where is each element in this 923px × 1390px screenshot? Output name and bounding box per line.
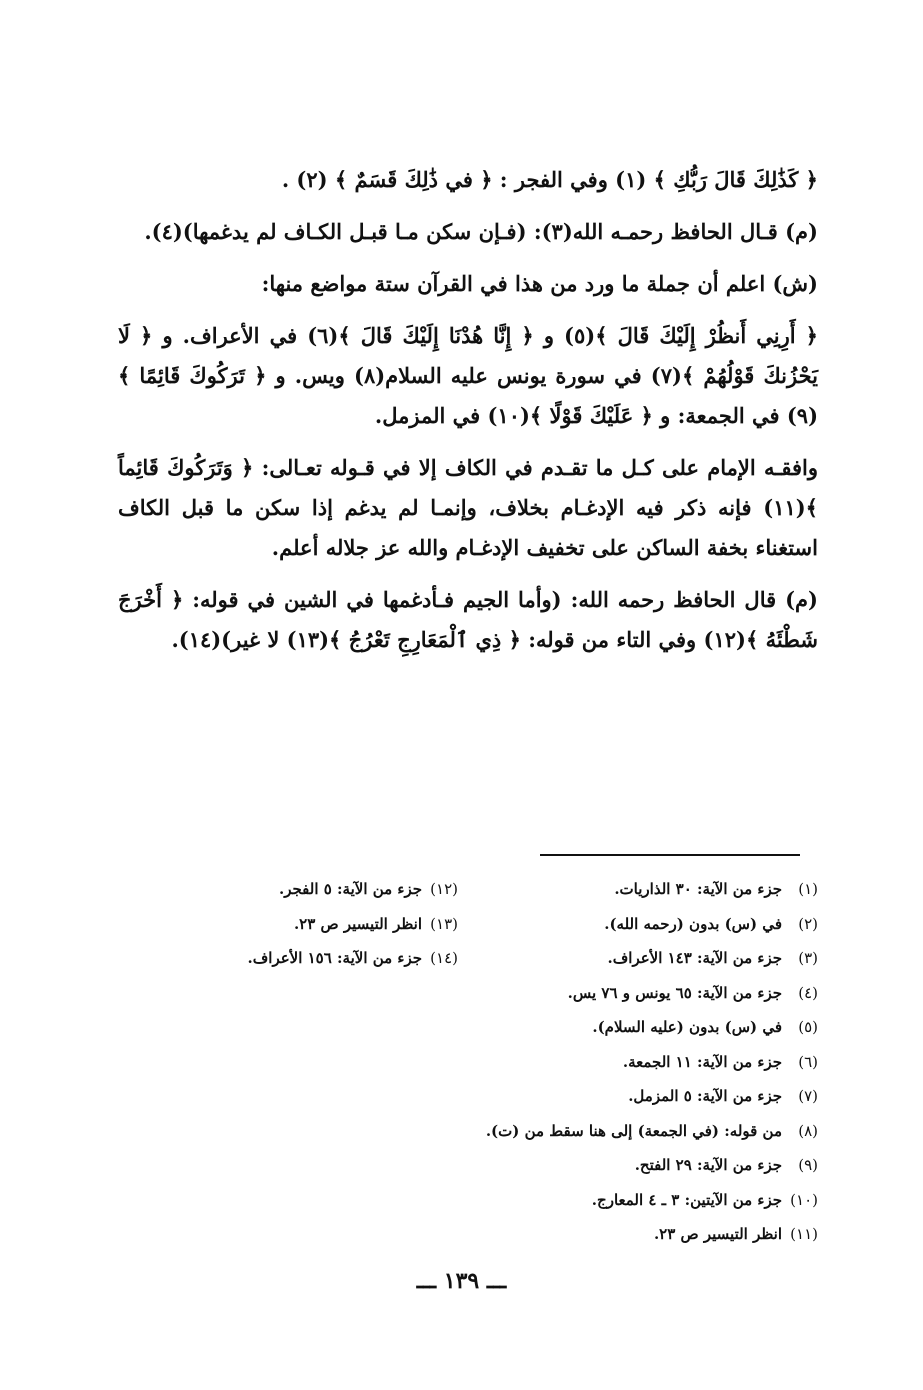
footnote-9 (458, 1148, 818, 1183)
footnote-14 (118, 941, 458, 976)
footnote-text: جزء من الآية: ١٥٦ الأعراف. (247, 949, 422, 967)
paragraph-5: وافقـه الإمام على كـل ما تقـدم في الكاف إلا في قـوله تعـالى: ﴿ وَتَرَكُوكَ قَائِماً ﴾(١١) فإنه ذكر فيه الإدغـام بخلاف، وإنمـا لم يدغم إذا سكن ما قبل الكاف استغناء بخفة الساكن على تخفيف الإدغـام والله عز جلاله أعلم. (118, 455, 818, 560)
footnote-5 (458, 1010, 818, 1045)
footnote-row (118, 1114, 818, 1149)
footnote-number: (٨) (798, 1121, 818, 1140)
footnote-text: جزء من الآية: ٥ المزمل. (628, 1087, 782, 1105)
footnote-2 (458, 907, 818, 942)
footnotes (118, 872, 818, 1252)
footnote-text: جزء من الآية: ٥ الفجر. (279, 880, 422, 898)
footnote-row (118, 1010, 818, 1045)
footnote-number: (١٣) (430, 914, 458, 933)
footnote-number: (١٠) (790, 1190, 818, 1209)
footnote-text: انظر التيسير ص ٢٣. (293, 914, 422, 933)
footnote-12 (118, 872, 458, 907)
footnote-row (118, 1217, 818, 1252)
footnote-row (118, 1148, 818, 1183)
footnote-number: (١) (798, 880, 818, 898)
footnote-text: جزء من الآية: ٣٠ الذاريات. (614, 880, 782, 898)
footnote-number: (٢) (798, 914, 818, 933)
footnote-3 (458, 941, 818, 976)
footnote-11 (458, 1217, 818, 1252)
footnote-1 (458, 872, 818, 907)
footnote-divider (540, 854, 800, 856)
paragraph-2: (م) قـال الحافظ رحمـه الله(٣): (فـإن سكن مـا قبـل الكـاف لم يدغمها)(٤). (144, 219, 818, 244)
footnote-13 (118, 907, 458, 942)
footnote-number: (٦) (798, 1052, 818, 1071)
footnote-row (118, 941, 818, 976)
footnote-number: (٣) (798, 949, 818, 967)
paragraph-3: (ش) اعلم أن جملة ما ورد من هذا في القرآن ستة مواضع منها: (261, 271, 818, 296)
footnote-text: جزء من الآية: ٢٩ الفتح. (634, 1156, 782, 1174)
footnote-number: (١١) (790, 1225, 818, 1243)
footnote-row (118, 907, 818, 942)
footnote-text: جزء من الآية: ٦٥ يونس و ٧٦ يس. (567, 983, 782, 1002)
paragraph-4: ﴿ أَرِنِي أَنظُرْ إِلَيْكَ قَالَ ﴾(٥) و ﴿ إِنَّا هُدْنَا إِلَيْكَ قَالَ ﴾(٦) في الأعراف. و ﴿ لَا يَحْزُنكَ قَوْلُهُمْ ﴾(٧) في سورة يونس عليه السلام(٨) ويس. و ﴿ تَرَكُوكَ قَائِمًا ﴾(٩) في الجمعة: و ﴿ عَلَيْكَ قَوْلًا ﴾(١٠) في المزمل. (118, 323, 818, 428)
footnote-number: (٥) (798, 1018, 818, 1036)
footnote-6 (458, 1045, 818, 1080)
footnote-number: (٩) (798, 1156, 818, 1174)
footnote-text: جزء من الآيتين: ٣ ـ ٤ المعارج. (591, 1190, 782, 1209)
footnote-10 (458, 1183, 818, 1218)
footnote-row (118, 1079, 818, 1114)
footnote-number: (٤) (798, 983, 818, 1002)
footnote-number: (٧) (798, 1087, 818, 1105)
footnote-text: في (س) بدون (رحمه الله). (604, 914, 782, 933)
footnote-row (118, 872, 818, 907)
footnote-number: (١٢) (430, 880, 458, 898)
footnote-text: جزء من الآية: ١١ الجمعة. (622, 1052, 782, 1071)
page-number: ـــ ١٣٩ ـــ (416, 1268, 507, 1294)
footnote-text: جزء من الآية: ١٤٣ الأعراف. (607, 949, 782, 967)
paragraph-6: (م) قال الحافظ رحمه الله: (وأما الجيم فـأدغمها في الشين في قوله: ﴿ أَخْرَجَ شَطْئَهُ ﴾(١٢) وفي التاء من قوله: ﴿ ذِي ٱلْمَعَارِجِ تَعْرُجُ ﴾(١٣) لا غير)(١٤). (118, 587, 818, 652)
footnote-row (118, 1183, 818, 1218)
footnote-8 (458, 1114, 818, 1149)
footnote-row (118, 976, 818, 1011)
paragraph-1: ﴿ كَذَٰلِكَ قَالَ رَبُّكِ ﴾ (١) وفي الفجر : ﴿ في ذَٰلِكَ قَسَمٌ ﴾ (٢) . (281, 167, 818, 192)
footnote-7 (458, 1079, 818, 1114)
footnote-text: من قوله: (في الجمعة) إلى هنا سقط من (ت). (485, 1121, 782, 1140)
footnote-number: (١٤) (430, 949, 458, 967)
footnote-text: انظر التيسير ص ٢٣. (653, 1225, 782, 1243)
footnote-text: في (س) بدون (عليه السلام). (592, 1018, 782, 1036)
footnote-4 (458, 976, 818, 1011)
main-text (118, 160, 818, 672)
footnote-row (118, 1045, 818, 1080)
